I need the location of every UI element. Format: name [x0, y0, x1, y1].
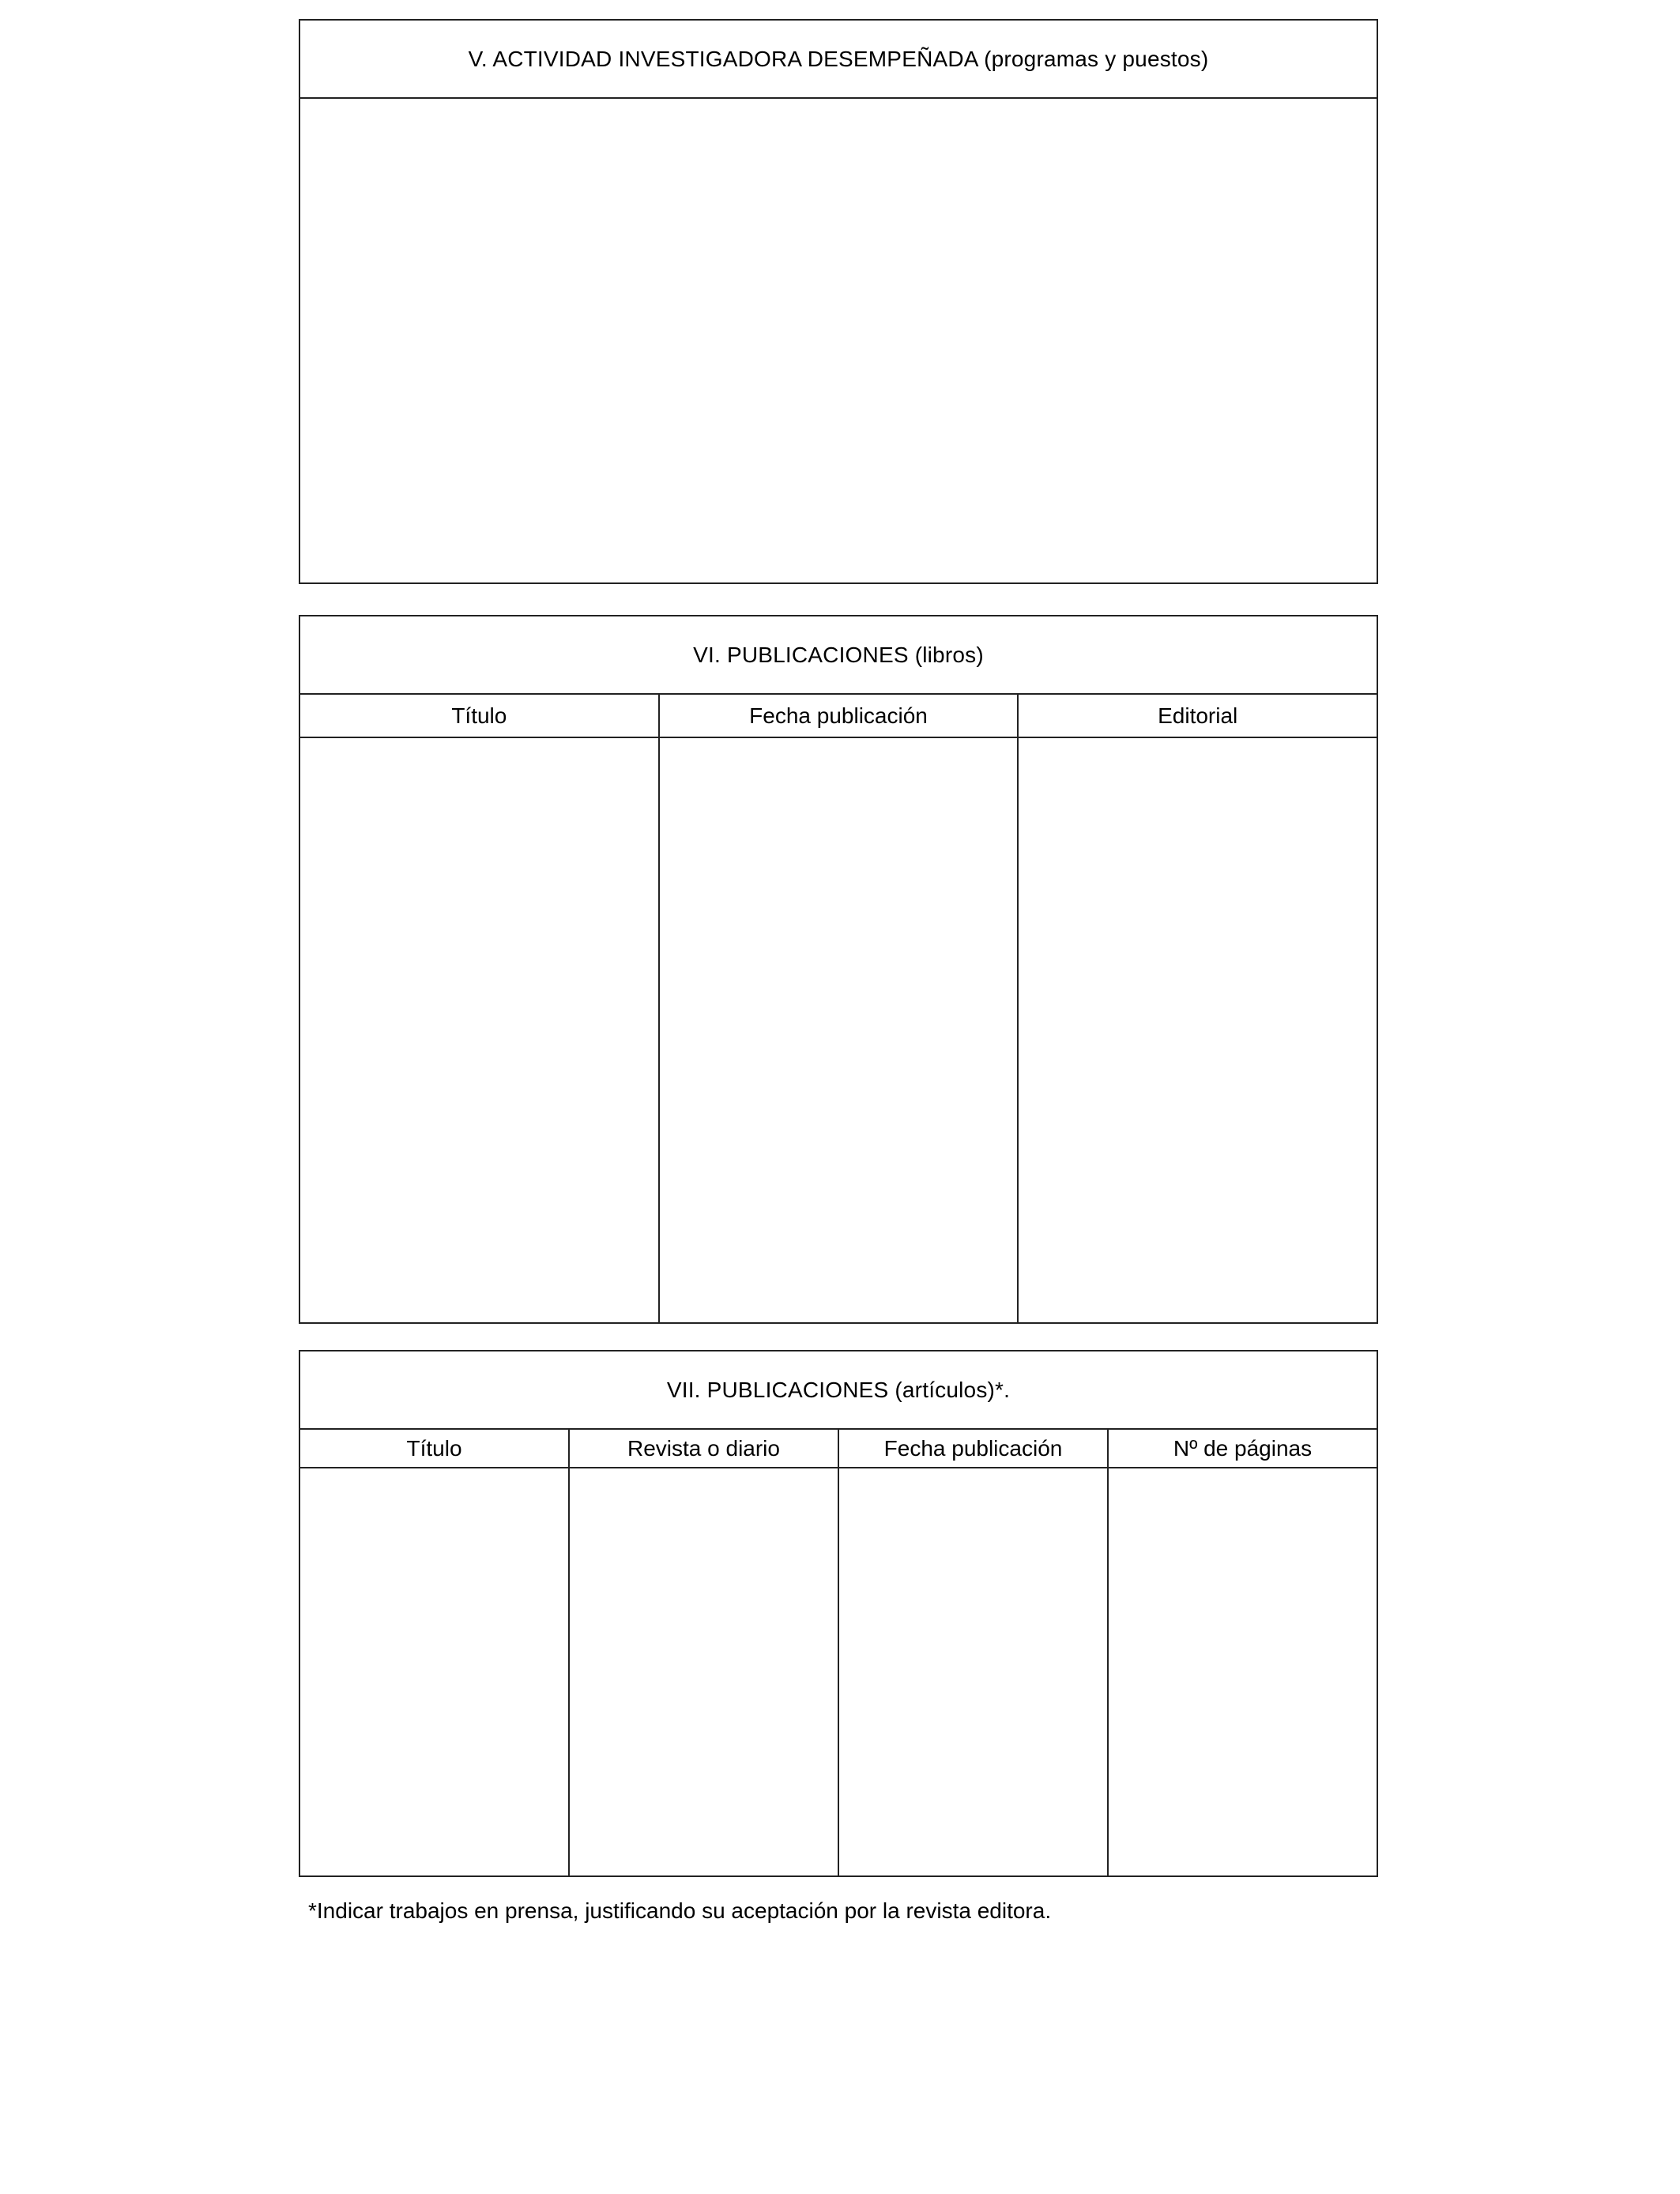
- section-vi-box: [299, 615, 1378, 1324]
- column-header-fecha-publicacion: Fecha publicación: [660, 695, 1019, 737]
- section-vii-box: [299, 1350, 1378, 1877]
- column-header-fecha-publicacion: Fecha publicación: [839, 1430, 1109, 1467]
- section-vi-header-row: [300, 695, 1377, 738]
- cell-fecha-publicacion[interactable]: [839, 1468, 1109, 1875]
- section-vii-body-row: [300, 1468, 1377, 1875]
- section-vii-title: VII. PUBLICACIONES (artículos)*.: [300, 1351, 1377, 1430]
- column-header-revista-o-diario: Revista o diario: [570, 1430, 839, 1467]
- cell-titulo[interactable]: [300, 738, 660, 1322]
- section-v-box: [299, 19, 1378, 584]
- column-header-numero-paginas: Nº de páginas: [1173, 1435, 1313, 1461]
- cell-editorial[interactable]: [1019, 738, 1377, 1322]
- column-header-titulo: Título: [300, 1430, 570, 1467]
- cell-fecha-publicacion[interactable]: [660, 738, 1019, 1322]
- section-vi-body-row: [300, 738, 1377, 1322]
- cell-titulo[interactable]: [300, 1468, 570, 1875]
- cell-revista-o-diario[interactable]: [570, 1468, 839, 1875]
- column-header-titulo: Título: [300, 695, 660, 737]
- column-header-editorial: Editorial: [1158, 703, 1238, 728]
- cell-numero-paginas[interactable]: [1109, 1468, 1377, 1875]
- footnote: *Indicar trabajos en prensa, justificando su aceptación por la revista editora.: [308, 1898, 1052, 1923]
- section-vi-title: VI. PUBLICACIONES (libros): [300, 616, 1377, 695]
- section-v-title: V. ACTIVIDAD INVESTIGADORA DESEMPEÑADA (programas y puestos): [300, 21, 1377, 99]
- section-vii-header-row: [300, 1430, 1377, 1468]
- section-v-body[interactable]: [300, 99, 1377, 582]
